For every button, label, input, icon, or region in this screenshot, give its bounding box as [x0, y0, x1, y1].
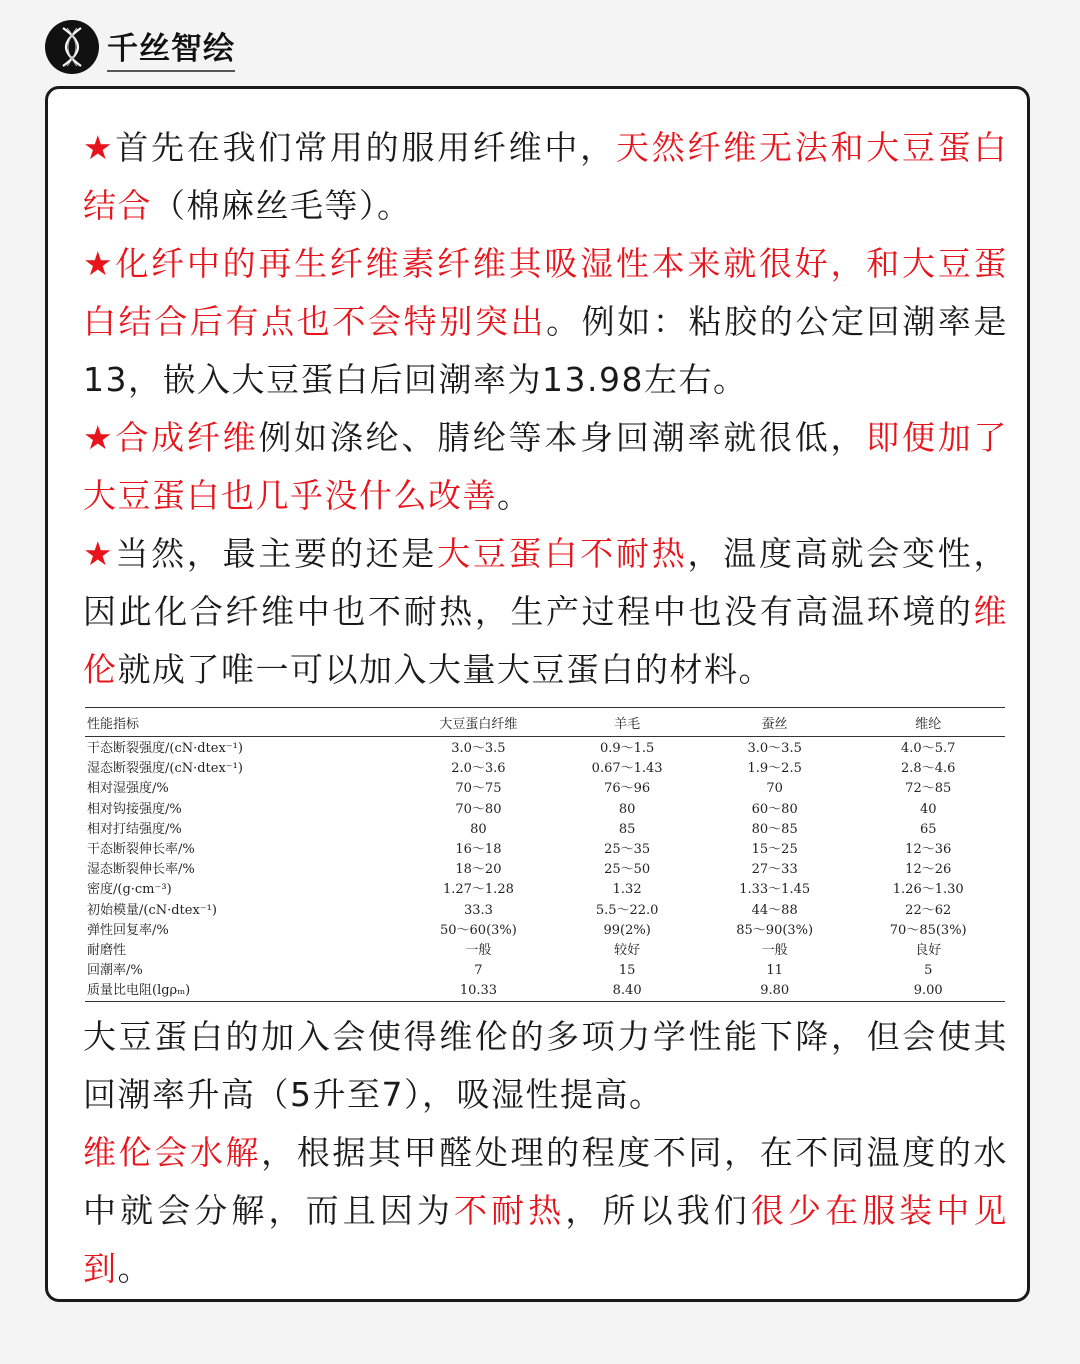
text: 就成了唯一可以加入大量大豆蛋白的材料。	[117, 650, 773, 689]
table-cell: 18～20	[455, 862, 502, 878]
table-cell: 70	[766, 781, 783, 797]
table-cell: 15	[618, 963, 636, 979]
content-card	[45, 86, 1030, 1302]
table-row	[85, 737, 1005, 760]
table-row	[85, 961, 1005, 981]
table-cell: 70～75	[455, 781, 502, 797]
table-cell: 70～80	[455, 801, 502, 817]
table-row	[85, 759, 1005, 779]
table-cell: 27～33	[751, 862, 798, 878]
text: （棉麻丝毛等）。	[152, 186, 412, 225]
table-row	[85, 921, 1005, 941]
table-cell: 1.26～1.30	[892, 882, 964, 898]
highlight: 即便加了大豆蛋白也几乎没什么改善	[83, 418, 1009, 515]
table-cell: 85～90(3%)	[736, 922, 814, 938]
table-cell: 7	[474, 963, 483, 979]
table-cell: 0.67～1.43	[591, 761, 663, 777]
text: ，所以我们	[565, 1191, 751, 1231]
table-cell: 5.5～22.0	[595, 902, 659, 918]
table-row	[85, 981, 1005, 1002]
table-row	[85, 820, 1005, 840]
star-icon: ★	[83, 128, 116, 167]
table-cell: 16～18	[455, 842, 502, 858]
table-cell: 9.80	[760, 983, 790, 999]
row-label: 初始模量/(cN·dtex⁻¹)	[87, 902, 217, 918]
paragraph-3	[83, 409, 1008, 525]
row-label: 质量比电阻(lgρₘ)	[87, 983, 191, 999]
table-cell: 33.3	[463, 902, 493, 918]
table-cell: 99(2%)	[603, 922, 651, 938]
logo-icon	[45, 20, 99, 74]
text: 例如涤纶、腈纶等本身回潮率就很低，	[258, 418, 867, 457]
brand-name: 千丝智绘	[107, 23, 235, 72]
table-cell: 15～25	[751, 842, 798, 858]
table-cell: 40	[919, 801, 937, 817]
paragraph-4	[83, 525, 1008, 699]
table-row	[85, 880, 1005, 900]
table-cell: 60～80	[751, 801, 798, 817]
table-row	[85, 800, 1005, 820]
table-cell: 3.0～3.5	[747, 741, 802, 757]
paragraph-6	[83, 1124, 1008, 1298]
table-cell: 0.9～1.5	[599, 741, 655, 757]
table-body	[85, 737, 1005, 1002]
highlight: 不耐热	[454, 1191, 566, 1231]
star-icon: ★	[83, 534, 116, 573]
table-row	[85, 779, 1005, 799]
table-cell: 65	[919, 821, 937, 837]
table-cell: 11	[766, 963, 783, 979]
row-label: 干态断裂强度/(cN·dtex⁻¹)	[87, 741, 243, 757]
table-cell: 良好	[915, 942, 942, 958]
table-header: 蚕丝	[698, 708, 852, 737]
paragraph-1	[83, 119, 1008, 235]
row-label: 密度/(g·cm⁻³)	[87, 882, 172, 898]
highlight: 合成纤维	[115, 418, 259, 457]
table-cell: 80	[470, 821, 487, 837]
star-icon: ★	[83, 418, 116, 457]
highlight: 维伦会水解	[83, 1133, 262, 1173]
table-cell: 50～60(3%)	[439, 922, 517, 938]
text: ，温度高就会变性，因此化合纤维中也不耐热，生产过程中也没有高温环境的	[83, 534, 1009, 631]
row-label: 耐磨性	[87, 942, 127, 958]
table-header: 大豆蛋白纤维	[401, 708, 557, 737]
table-header: 羊毛	[556, 708, 698, 737]
header	[45, 20, 235, 74]
table-cell: 3.0～3.5	[451, 741, 506, 757]
table-row	[85, 941, 1005, 961]
table-cell: 一般	[761, 942, 788, 958]
table-cell: 4.0～5.7	[901, 741, 956, 757]
text: 。	[497, 476, 532, 515]
table-cell: 2.0～3.6	[451, 761, 506, 777]
row-label: 回潮率/%	[87, 963, 143, 979]
table-header-row	[85, 708, 1005, 737]
table-header: 维纶	[851, 708, 1005, 737]
row-label: 湿态断裂强度/(cN·dtex⁻¹)	[87, 761, 243, 777]
highlight: 维伦	[83, 592, 1008, 689]
highlight: 化纤中的再生纤维素纤维其吸湿性本来就很好，和大豆蛋白结合后有点也不会特别突出	[83, 244, 1008, 341]
row-label: 干态断裂伸长率/%	[87, 842, 195, 858]
paragraph-5	[83, 1008, 1008, 1124]
table-cell: 10.33	[459, 983, 498, 999]
star-icon: ★	[83, 244, 116, 283]
highlight: 很少在服装中见到	[83, 1191, 1009, 1289]
row-label: 相对打结强度/%	[87, 821, 182, 837]
fiber-properties-table	[85, 707, 1005, 1002]
text: 大豆蛋白的加入会使得维伦的多项力学性能下降，但会使其回潮率升高（5升至7），吸湿性提高。	[83, 1017, 1008, 1115]
table-cell: 70～85(3%)	[889, 922, 967, 938]
table-cell: 80	[618, 801, 636, 817]
row-label: 相对钩接强度/%	[87, 801, 182, 817]
text: 首先在我们常用的服用纤维中，	[115, 128, 616, 167]
text: 当然，最主要的还是	[115, 534, 438, 573]
row-label: 湿态断裂伸长率/%	[87, 862, 195, 878]
row-label: 相对湿强度/%	[87, 781, 169, 797]
table-cell: 12～26	[905, 862, 952, 878]
text: ，根据其甲醛处理的程度不同，在不同温度的水中就会分解，而且因为	[83, 1133, 1009, 1231]
table-cell: 25～35	[604, 842, 651, 858]
table-cell: 2.8～4.6	[901, 761, 956, 777]
highlight: 天然纤维无法和大豆蛋白结合	[83, 128, 1009, 225]
table-cell: 5	[924, 963, 933, 979]
table-cell: 9.00	[913, 983, 943, 999]
text: 。例如：粘胶的公定回潮率是13，嵌入大豆蛋白后回潮率为13.98左右。	[83, 302, 1009, 399]
table-row	[85, 840, 1005, 860]
table-row	[85, 901, 1005, 921]
table-cell: 22～62	[905, 902, 952, 918]
highlight: 大豆蛋白不耐热	[437, 534, 688, 573]
table-cell: 8.40	[612, 983, 642, 999]
table-cell: 1.9～2.5	[747, 761, 802, 777]
table-cell: 12～36	[905, 842, 952, 858]
paragraph-2	[83, 235, 1008, 409]
table-cell: 1.33～1.45	[739, 882, 811, 898]
table-cell: 85	[618, 821, 636, 837]
table-cell: 一般	[465, 942, 492, 958]
table-cell: 76～96	[604, 781, 651, 797]
table-cell: 80～85	[751, 821, 798, 837]
table-cell: 较好	[614, 942, 641, 958]
table-cell: 44～88	[751, 902, 798, 918]
table-header: 性能指标	[85, 708, 401, 737]
row-label: 弹性回复率/%	[87, 922, 169, 938]
table-cell: 1.27～1.28	[442, 882, 514, 898]
table-cell: 72～85	[905, 781, 952, 797]
table-cell: 25～50	[604, 862, 651, 878]
table-cell: 1.32	[612, 882, 642, 898]
article-body	[83, 119, 1008, 1298]
table-row	[85, 860, 1005, 880]
text: 。	[117, 1249, 152, 1289]
